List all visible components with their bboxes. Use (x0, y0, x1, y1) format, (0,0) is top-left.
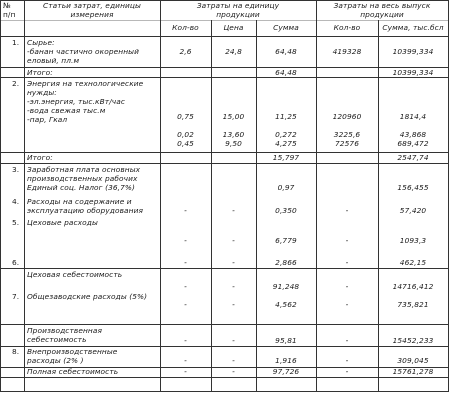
row-price: - (232, 236, 235, 245)
row-price: - (232, 258, 235, 267)
row-price: 15,00 13,60 9,50 (222, 112, 245, 148)
row-total-sum: 156,455 (397, 183, 429, 192)
row-num: 1. (12, 38, 20, 47)
row-price: - - (232, 282, 235, 309)
grid-line (24, 0, 25, 392)
row-sum: 95,81 (275, 336, 297, 345)
header-total-qty: Кол-во (333, 23, 361, 32)
row-total-qty: - (345, 258, 349, 267)
row-sum: 97,726 (272, 367, 300, 376)
row-total-sum: 10399,334 (392, 47, 434, 56)
grid-line (0, 163, 449, 164)
grid-line (0, 20, 449, 21)
row-item: Расходы на содержание и эксплуатацию оборудования (27, 197, 144, 215)
header-item: Статьи затрат, единицы измерения (43, 1, 141, 19)
row-num: 3. (12, 165, 20, 174)
grid-line (0, 391, 449, 392)
row-qty: 2,6 (179, 47, 192, 56)
row-price: - (232, 206, 235, 215)
row-total-sum: 15761,278 (392, 367, 434, 376)
row-total-qty: - (345, 356, 349, 365)
header-num: № п/п (3, 1, 16, 19)
row-item: Энергия на технологические нужды: -эл.энергия, тыс.кВт/час -вода свежая тыс.м -пар, Гкал (27, 79, 144, 124)
header-qty: Кол-во (172, 23, 199, 32)
row-total-qty: 419328 (332, 47, 362, 56)
row-sum: 11,25 0,272 4,275 (275, 112, 297, 148)
header-sum: Сумма (273, 23, 299, 32)
row-num: 8. (12, 347, 20, 356)
row-total-qty: - - (345, 282, 349, 309)
row-num: 5. (12, 218, 20, 227)
row-sum: 0,97 (277, 183, 295, 192)
row-qty: - (184, 356, 187, 365)
row-price: - (232, 356, 235, 365)
row-total-sum: 309,045 (397, 356, 429, 365)
row-num: 4. (12, 197, 20, 206)
row-total-sum: 462,15 (399, 258, 427, 267)
row-qty: - (184, 367, 187, 376)
grid-line (0, 0, 1, 392)
row-total-sum: 1093,3 (399, 236, 427, 245)
row-num: 7. (12, 292, 20, 301)
row-sum: 2,866 (275, 258, 297, 267)
row-sum: 64,48 (275, 47, 297, 56)
row-sum: 1,916 (275, 356, 297, 365)
row-qty: - (184, 206, 187, 215)
row-qty: - (184, 336, 187, 345)
row-item: Цеховая себестоимость (27, 270, 123, 279)
header-per-unit: Затраты на единицу продукции (196, 1, 280, 19)
row-qty: 0,75 0,02 0,45 (177, 112, 194, 148)
row-sum: 15,797 (272, 153, 300, 162)
row-price: - (232, 336, 235, 345)
row-item: Полная себестоимость (27, 367, 119, 376)
grid-line (0, 36, 449, 37)
header-price: Цена (223, 23, 244, 32)
row-item: Производственная себестоимость (27, 326, 103, 344)
row-item: Сырье: -банан частично окоренный еловый, пл.м (27, 38, 139, 65)
row-num: 2. (12, 79, 20, 88)
row-qty: - - (184, 282, 187, 309)
header-total-output: Затраты на весь выпуск продукции (333, 1, 431, 19)
grid-line (160, 0, 161, 392)
row-total-sum: 2547,74 (397, 153, 429, 162)
row-total-qty: - (345, 206, 349, 215)
row-total-sum: 1814,4 43,868 689,472 (397, 112, 429, 148)
row-price: 24,8 (225, 47, 242, 56)
row-item: Внепроизводственные расходы (2% ) (27, 347, 118, 365)
grid-line (0, 324, 449, 325)
row-total-qty: - (345, 367, 349, 376)
row-total-qty: 120960 3225,6 72576 (332, 112, 362, 148)
row-price: - (232, 367, 235, 376)
row-sum: 0,350 (275, 206, 297, 215)
row-total-sum: 15452,233 (392, 336, 434, 345)
row-total-sum: 10399,334 (392, 68, 434, 77)
header-total-sum: Сумма, тыс.бсл (382, 23, 444, 32)
subtotal-label: Итого: (27, 153, 53, 162)
row-sum: 6,779 (275, 236, 297, 245)
row-total-sum: 57,420 (399, 206, 427, 215)
row-qty: - (184, 258, 187, 267)
row-item: Общезаводские расходы (5%) (27, 292, 148, 301)
row-sum: 64,48 (275, 68, 297, 77)
row-item: Заработная плата основных производственных рабочих Единый соц. Налог (36,7%) (27, 165, 141, 192)
grid-line (0, 377, 449, 378)
grid-line (316, 0, 317, 392)
row-sum: 91,248 4,562 (272, 282, 300, 309)
row-total-qty: - (345, 236, 349, 245)
row-qty: - (184, 236, 187, 245)
row-num: 6. (12, 258, 20, 267)
grid-line (0, 77, 449, 78)
row-item: Цеховые расходы (27, 218, 98, 227)
row-total-sum: 14716,412 735,821 (392, 282, 434, 309)
subtotal-label: Итого: (27, 68, 53, 77)
row-total-qty: - (345, 336, 349, 345)
grid-line (0, 268, 449, 269)
